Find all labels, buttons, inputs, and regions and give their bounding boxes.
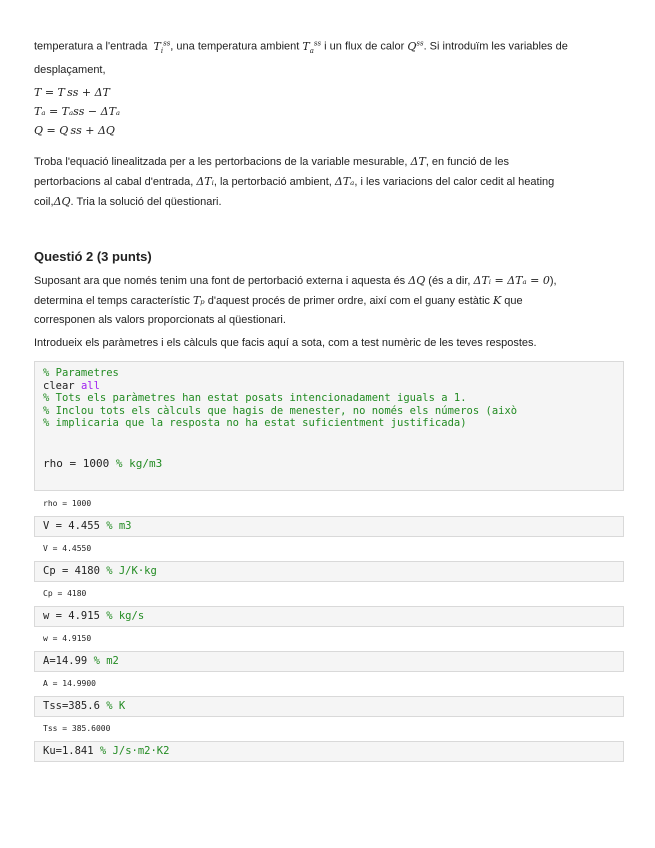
code-cell-V[interactable] [34,516,624,537]
code-blank-line [43,430,615,458]
equation-2: Tₐ = Tₐss − ΔTₐ [34,105,121,118]
delta-Q-symbol: ΔQ [53,195,71,208]
task-text-3: pertorbacions al cabal d'entrada, [34,176,194,188]
intro-text-1: temperatura a l'entrada [34,40,148,53]
task-text-6: coil, [34,196,54,208]
code-Ku: Ku=1.841 [43,745,100,757]
q2-zero-condition: ΔTᵢ = ΔTₐ = 0 [473,274,550,287]
delta-Ti-symbol: ΔTᵢ [196,175,214,188]
output-rho: rho = 1000 [43,499,92,508]
code-clear-keyword: clear [43,379,81,392]
equation-3: Q = Q ss + ΔQ [34,124,115,137]
question-2-paragraph [34,271,624,330]
q2-text-4: determina el temps característic [34,295,190,307]
code-comment-line: % Inclou tots els càlculs que hagis de menester, no només els números (això [43,404,518,417]
K-symbol: K [492,294,502,307]
task-text-7: . Tria la solució del qüestionari. [70,196,222,208]
code-A-unit: % m2 [93,655,119,667]
code-all-keyword: all [80,379,100,392]
intro-text-2: , una temperatura ambient [170,40,300,53]
output-A: A = 14.9900 [43,679,96,688]
code-cell-w[interactable] [34,606,624,627]
output-and-cells [34,492,624,762]
code-Ku-unit: % J/s·m2·K2 [99,745,170,757]
intro-text-4: . Si introduïm les variables de [423,40,568,53]
intro-paragraph [34,34,624,80]
code-A: A=14.99 [43,655,94,667]
output-Tss: Tss = 385.6000 [43,724,111,733]
intro-text-3: i un flux de calor [324,40,405,53]
task-text-5: , i les variacions del calor cedit al heating [354,176,555,188]
q2-delta-Q-symbol: ΔQ [408,274,426,287]
Ti-symbol: $T_i^{ss}$ [153,39,171,55]
code-Cp: Cp = 4180 [43,565,107,577]
equation-1: T = T ss + ΔT [34,86,110,99]
task-text-1: Troba l'equació linealitzada per a les pertorbacions de la variable mesurable, [34,156,408,168]
Tp-symbol: Tₚ [192,294,205,307]
output-Cp: Cp = 4180 [43,589,87,598]
code-cell-Cp[interactable] [34,561,624,582]
code-cell-Tss[interactable] [34,696,624,717]
code-cell-A[interactable] [34,651,624,672]
delta-Ta-symbol: ΔTₐ [334,175,355,188]
Ta-symbol: $T_a^{ss}$ [302,39,322,55]
code-Tss: Tss=385.6 [43,700,107,712]
code-rho: rho = 1000 [43,456,116,470]
q2-text-1: Suposant ara que només tenim una font de pertorbació externa i aquesta és [34,275,406,287]
q2-text-3: ), [549,275,557,287]
code-comment-line: % Parametres [43,367,119,379]
task-text-2: , en funció de les [425,156,509,168]
code-cell-parameters[interactable] [34,361,624,491]
code-V-unit: % m3 [106,520,132,532]
output-w: w = 4.9150 [43,634,92,643]
q2-text-6: que [504,295,523,307]
code-Tss-unit: % K [106,700,126,712]
code-cell-Ku[interactable] [34,741,624,762]
code-V: V = 4.455 [43,520,107,532]
task-paragraph [34,152,624,212]
output-V: V = 4.4550 [43,544,92,553]
question-2-title: Questió 2 (3 punts) [34,249,152,264]
code-rho-unit: % kg/m3 [115,456,163,470]
code-w-unit: % kg/s [106,610,145,622]
code-line-clear [43,380,615,393]
code-comment-line: % implicaria que la resposta no ha estat suficientment justificada) [43,417,467,429]
code-line-rho [43,458,615,471]
intro-text-5: desplaçament, [34,63,106,76]
q2-text-2: (és a dir, [428,275,471,287]
equation-block [34,83,120,140]
q2-text-5: d'aquest procés de primer ordre, així com el guany estàtic [207,295,490,307]
q2-text-7: corresponen als valors proporcionats al qüestionari. [34,314,286,326]
code-comment-line: % Tots els paràmetres han estat posats intencionadament iguals a 1. [43,392,467,404]
instructions-paragraph: Introdueix els paràmetres i els càlculs que facis aquí a sota, com a test numèric de les teves respostes. [34,337,537,349]
delta-T-symbol: ΔT [410,155,426,168]
task-text-4: , la pertorbació ambient, [213,176,332,188]
code-w: w = 4.915 [43,610,107,622]
Q-symbol: $Q^{ss}$ [407,39,424,53]
code-Cp-unit: % J/K·kg [106,565,157,577]
